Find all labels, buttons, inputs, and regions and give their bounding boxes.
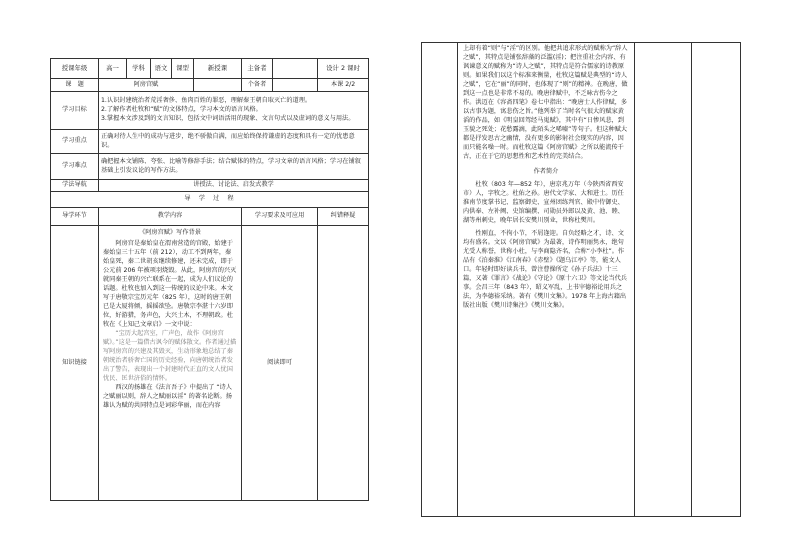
key-text: 正确对待人生中的成功与进步，绝不骄傲自满，而应始终保持谦虚的态度和具有一定的忧患意识。 <box>99 130 369 154</box>
type-value: 新授课 <box>194 59 242 79</box>
grade-value: 高一 <box>99 59 127 79</box>
design-label: 设计 2 课时 <box>318 59 369 79</box>
content-cell <box>458 43 635 517</box>
method-text: 讲授法、讨论法、启发式教学 <box>99 180 369 192</box>
lead-label: 主备者 <box>242 59 273 79</box>
request-cell <box>635 43 692 517</box>
goals-list <box>99 92 369 130</box>
content-cell <box>99 226 242 501</box>
col-header-request: 学习要求及可应用 <box>242 208 318 226</box>
subject-label: 学科 <box>127 59 151 79</box>
topic-value: 阿房宫赋 <box>99 79 194 92</box>
content-paragraph: 阿房宫是秦始皇在渭南营造的宫殿，始建于秦始皇三十五年（前 212），动工不到两年，秦始皇死，秦二世胡亥继续修建，还未完成，即于公元前 206 年被项羽烧毁。从此，阿房宫的兴灭就同秦王朝的兴亡联系在一起，成为人们议论的话题。杜牧也加入到这一传统的议论中来。本文写于唐敬宗宝历元年（825 年），这时的唐王朝已是大厦将倾，摇摇欲坠。唐敬宗李湛十六岁即位，好游猎，务声色，大兴土木，不理朝政。杜牧在《上知己文章启》一文中说： <box>103 239 237 328</box>
method-label: 学法导航 <box>51 180 99 192</box>
right-page <box>421 42 740 517</box>
topic-label: 课 题 <box>51 79 99 92</box>
content-paragraph: 性刚直，不拘小节，不屑逢迎。自负经略之才，诗、文均有盛名。文以《阿房宫赋》为最著，诗作明丽隽永，绝句尤受人称誉，世称小杜，与李商隐齐名，合称“小李杜”。作品有《泊秦淮》《江南春》《赤壁》《题乌江亭》等，能文人口。年轻时即好读兵书，曾注曹操所定《孙子兵法》十三篇，又著《罪言》《战论》《守论》《原十六卫》等文论当代兵事。会昌三年（843 年），昭义军乱，上书宰德裕论用兵之法，为李德裕采纳。著有《樊川文集》。1978 年上海古籍出版社出版《樊川诗集注》《樊川文集》。 <box>463 229 627 309</box>
author-title: 作者简介 <box>533 167 559 175</box>
goal-item: 3.掌握本文涉及到的文言知识，包括文中词语活用的现象、文言句式以及虚词的意义与用法。 <box>101 114 355 122</box>
col-header-content: 教学内容 <box>99 208 242 226</box>
stage-cell <box>422 43 458 517</box>
subject-value: 语文 <box>151 59 172 79</box>
type-label: 课型 <box>172 59 194 79</box>
difficult-label: 学习难点 <box>51 154 99 180</box>
correction-cell <box>692 43 741 517</box>
key-label: 学习重点 <box>51 130 99 154</box>
left-page <box>50 58 368 501</box>
content-paragraph: 杜牧（803 年—852 年），唐京兆万年（今陕西省西安市）人，字牧之。杜佑之孙。唐代文学家、大和进士。历任淮南节度掌书记、监察御史、宣州团练判官、殿中侍御史、内供奉、左补阙、史馆编撰、司勋员外郎以及黄、池、睦、湖等州刺史，晚年居长安樊川别业，世称杜樊川。 <box>463 180 624 224</box>
link-label: 知识链接 <box>51 226 99 501</box>
lead-value <box>273 59 318 79</box>
content-title: 《阿房宫赋》写作背景 <box>139 229 201 236</box>
goal-item: 1.认识封建统治者荒淫奢侈、鱼肉百姓的罪恶，理解秦王朝自取灭亡的道理。 <box>101 97 312 105</box>
content-paragraph: “宝历大起宫室，广声色，故作《阿房宫赋》。”这是一篇借古讽今的赋体散文。作者通过描写阿房宫的兴建及其毁灭，生动形象地总结了秦朝统治者骄奢亡国的历史经验，向唐朝统治者发出了警告，表现出一个封建时代正直的文人忧国忧民、匡世济俗的情怀。 <box>103 329 237 382</box>
correction-cell <box>318 226 369 501</box>
continuation-table <box>421 42 741 517</box>
prep-label: 个备者 <box>242 79 273 92</box>
goal-item: 2.了解作者杜牧和“赋”的文体特点，学习本文的语言风格。 <box>101 106 262 113</box>
request-cell: 阅读即可 <box>242 226 318 501</box>
content-paragraph: 上却有着“则”与“淫”的区别。他把共追求形式的赋称为“辞人之赋”，其特点是铺张辞藻的泛滥(淫)；把注重社会内容、有讽谏意义的赋称为“诗人之赋”，其特点是符合儒家的诗教原则。如果我们以这个标准来衡量，杜牧这篇赋是典型的“诗人之赋”，它在“丽”的同时，也体现了“则”的精神。在晚唐，做到这一点也是非常不易的。晚唐律赋中，不乏咏古伤今之作。洪迈在《容斋四笔》卷七中指出：“晚唐士人作律赋，多以古事为题，寓悲伤之旨。”他列举了当时名气很大的赋家黄滔的作品，如《明皇回驾经马嵬赋》，其中有“日惨风悲，到玉貌之死处；花愁露滴，此陌头之唏嘘”等句子。但这种赋大都是抒发思古之幽情，没有更多的影射社会现实的内容，因而只能名噪一时。而杜牧这篇《阿房宫赋》之所以能流传千古，正在于它的思想性和艺术性的完美结合。 <box>463 45 628 160</box>
goals-label: 学习目标 <box>51 92 99 130</box>
col-header-correction: 纠错释疑 <box>318 208 369 226</box>
process-title: 导 学 过 程 <box>51 192 369 208</box>
content-paragraph: 西汉的扬雄在《法言吾子》中提出了 “诗人之赋丽以则，辞人之赋丽以淫” 的著名论断。扬雄认为赋的共同特点是词彩华丽，而在内容 <box>103 383 232 409</box>
count-label: 本课 2/2 <box>318 79 369 92</box>
grade-label: 授课年级 <box>51 59 99 79</box>
lesson-plan-table <box>50 58 369 501</box>
difficult-text: 确把握本文铺陈、夸张、比喻等修辞手法；结合赋体的特点，学习文章的语言风格；学习在铺叙基础上引发议论的写作方法。 <box>99 154 369 180</box>
col-header-stage: 导学环节 <box>51 208 99 226</box>
